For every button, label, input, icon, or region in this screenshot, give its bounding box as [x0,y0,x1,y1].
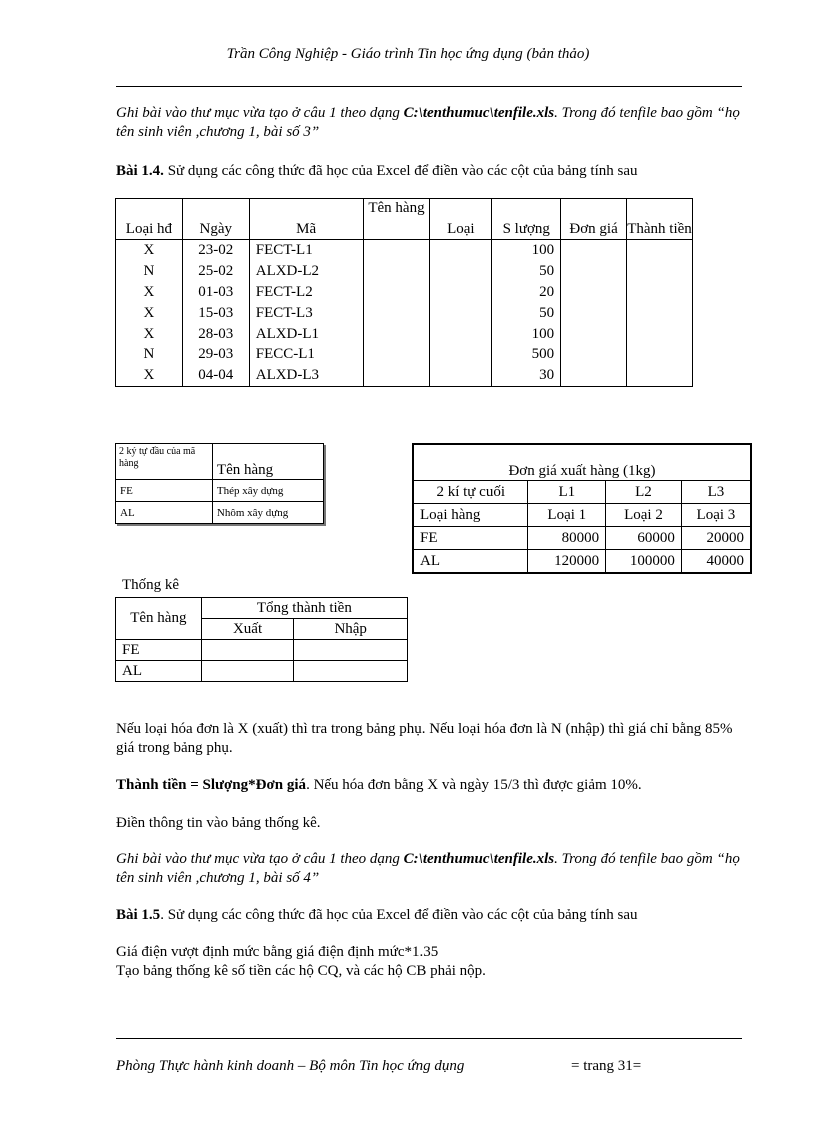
table-cell: FECC-L1 [249,344,363,365]
table-cell: 04-04 [182,365,249,386]
lookup-code: AL [116,502,213,524]
table-cell: 29-03 [182,344,249,365]
price-table-title: Đơn giá xuất hàng (1kg) [413,444,751,481]
table-cell: 01-03 [182,282,249,303]
stats-cell [201,661,294,682]
table-cell: 100 [492,323,561,344]
table-row [116,323,693,344]
price-value: 20000 [681,527,751,550]
table-cell [430,365,492,386]
header-rule [116,86,742,87]
intro-paragraph-2 [116,850,742,888]
stats-row-label: AL [116,661,202,682]
table-cell: 25-02 [182,261,249,282]
lookup-code: FE [116,480,213,502]
exercise-1-5-label: Bài 1.5 [116,907,161,923]
footer-rule [116,1038,742,1039]
table-cell [363,282,430,303]
stats-header-group: Tổng thành tiền [201,598,407,619]
header-cell: Thành tiền [627,199,693,240]
intro-2-pre: Ghi bài vào thư mục vừa tạo ở câu 1 theo dạng [116,851,404,867]
line-2: Tạo bảng thống kê số tiền các hộ CQ, và các hộ CB phải nộp. [116,963,486,979]
table-cell [430,282,492,303]
table-row [116,365,693,386]
table-cell [561,302,627,323]
footer-page-number: = trang 31= [571,1058,642,1074]
price-code: L3 [681,481,751,504]
price-type: Loại 2 [606,504,682,527]
table-cell [430,302,492,323]
table-cell [627,302,693,323]
stats-table [115,597,408,682]
price-type: Loại 3 [681,504,751,527]
note-2 [116,776,742,795]
price-table [412,443,752,574]
price-code: L1 [528,481,606,504]
exercise-1-5 [116,906,742,925]
table-cell: ALXD-L2 [249,261,363,282]
table-cell [561,344,627,365]
note-3: Điền thông tin vào bảng thống kê. [116,815,321,831]
table-cell: FECT-L1 [249,240,363,261]
stats-header-import: Nhập [294,619,408,640]
table-row [116,282,693,303]
price-type: Loại 1 [528,504,606,527]
table-cell [561,365,627,386]
price-value: 60000 [606,527,682,550]
price-value: 100000 [606,550,682,574]
table-cell [363,344,430,365]
invoice-table [115,198,693,387]
note-1: Nếu loại hóa đơn là X (xuất) thì tra trong bảng phụ. Nếu loại hóa đơn là N (nhập) thì giá chỉ bằng 85% giá trong bảng phụ. [116,721,733,756]
note-2-bold: Thành tiền = Slượng*Đơn giá [116,777,307,793]
note-2-text: . Nếu hóa đơn bằng X và ngày 15/3 thì được giảm 10%. [306,777,642,793]
price-value: 120000 [528,550,606,574]
table-cell [430,323,492,344]
table-cell [627,344,693,365]
table-cell [627,261,693,282]
table-cell [430,261,492,282]
table-cell [430,344,492,365]
table-cell: FECT-L2 [249,282,363,303]
table-cell [627,240,693,261]
price-header-code: 2 kí tự cuối [413,481,528,504]
table-cell [430,240,492,261]
table-cell [561,261,627,282]
table-cell [627,282,693,303]
price-value: 40000 [681,550,751,574]
table-cell [627,365,693,386]
footer-left: Phòng Thực hành kinh doanh – Bộ môn Tin học ứng dụng [116,1058,465,1074]
table-cell: N [116,344,183,365]
table-cell [363,240,430,261]
table-cell: N [116,261,183,282]
table-cell [561,282,627,303]
intro-paragraph-1 [116,104,742,142]
line-1: Giá điện vượt định mức bằng giá điện định mức*1.35 [116,944,439,960]
lookup-header-name: Tên hàng [212,444,323,480]
table-row [116,344,693,365]
stats-title: Thống kê [122,577,180,593]
table-cell [363,302,430,323]
table-cell: 15-03 [182,302,249,323]
stats-cell [201,640,294,661]
header-cell: S lượng [492,199,561,240]
table-cell: ALXD-L1 [249,323,363,344]
intro-2-post: . Trong đó tenfile bao gồm “họ tên sinh viên ,chương 1, bài số 4” [116,851,740,886]
invoice-header-row [116,199,693,240]
product-lookup-table [115,443,324,524]
table-cell [363,323,430,344]
stats-cell [294,661,408,682]
intro-2-path: C:\tenthumuc\tenfile.xls [403,851,555,867]
exercise-1-4-text: Sử dụng các công thức đã học của Excel để điền vào các cột của bảng tính sau [163,163,638,179]
lookup-name: Nhôm xây dựng [212,502,323,524]
table-cell: 20 [492,282,561,303]
table-cell [561,240,627,261]
table-row [116,261,693,282]
table-cell: 500 [492,344,561,365]
table-cell [363,261,430,282]
intro-1-pre: Ghi bài vào thư mục vừa tạo ở câu 1 theo dạng [116,105,404,121]
table-cell [561,323,627,344]
exercise-1-5-text: . Sử dụng các công thức đã học của Excel để điền vào các cột của bảng tính sau [160,907,638,923]
header-cell: Đơn giá [561,199,627,240]
table-cell: 30 [492,365,561,386]
table-cell: 50 [492,302,561,323]
table-cell: ALXD-L3 [249,365,363,386]
exercise-1-4 [116,162,742,181]
price-row-label: AL [413,550,528,574]
header-cell: Tên hàng [363,199,430,240]
lookup-header-code: 2 ký tự đầu của mã hàng [116,444,213,480]
table-cell: X [116,240,183,261]
header-cell: Loại [430,199,492,240]
header-cell: Ngày [182,199,249,240]
price-value: 80000 [528,527,606,550]
price-row-label: FE [413,527,528,550]
table-cell: 50 [492,261,561,282]
table-cell: X [116,365,183,386]
header-cell: Mã [249,199,363,240]
intro-1-post: . Trong đó tenfile bao gồm “họ tên sinh viên ,chương 1, bài số 3” [116,105,740,140]
table-row [116,240,693,261]
lookup-name: Thép xây dựng [212,480,323,502]
intro-1-path: C:\tenthumuc\tenfile.xls [403,105,555,121]
table-cell: FECT-L3 [249,302,363,323]
table-cell [363,365,430,386]
price-header-type: Loại hàng [413,504,528,527]
page-header: Trần Công Nghiệp - Giáo trình Tin học ứng dụng (bản thảo) [226,46,590,62]
header-cell: Loại hđ [116,199,183,240]
table-cell: X [116,323,183,344]
price-code: L2 [606,481,682,504]
table-cell: 28-03 [182,323,249,344]
table-cell: X [116,302,183,323]
stats-header-name: Tên hàng [116,598,202,640]
stats-cell [294,640,408,661]
table-cell: 100 [492,240,561,261]
table-cell [627,323,693,344]
table-cell: 23-02 [182,240,249,261]
table-cell: X [116,282,183,303]
stats-header-export: Xuất [201,619,294,640]
stats-row-label: FE [116,640,202,661]
table-row [116,302,693,323]
exercise-1-4-label: Bài 1.4. [116,163,164,179]
